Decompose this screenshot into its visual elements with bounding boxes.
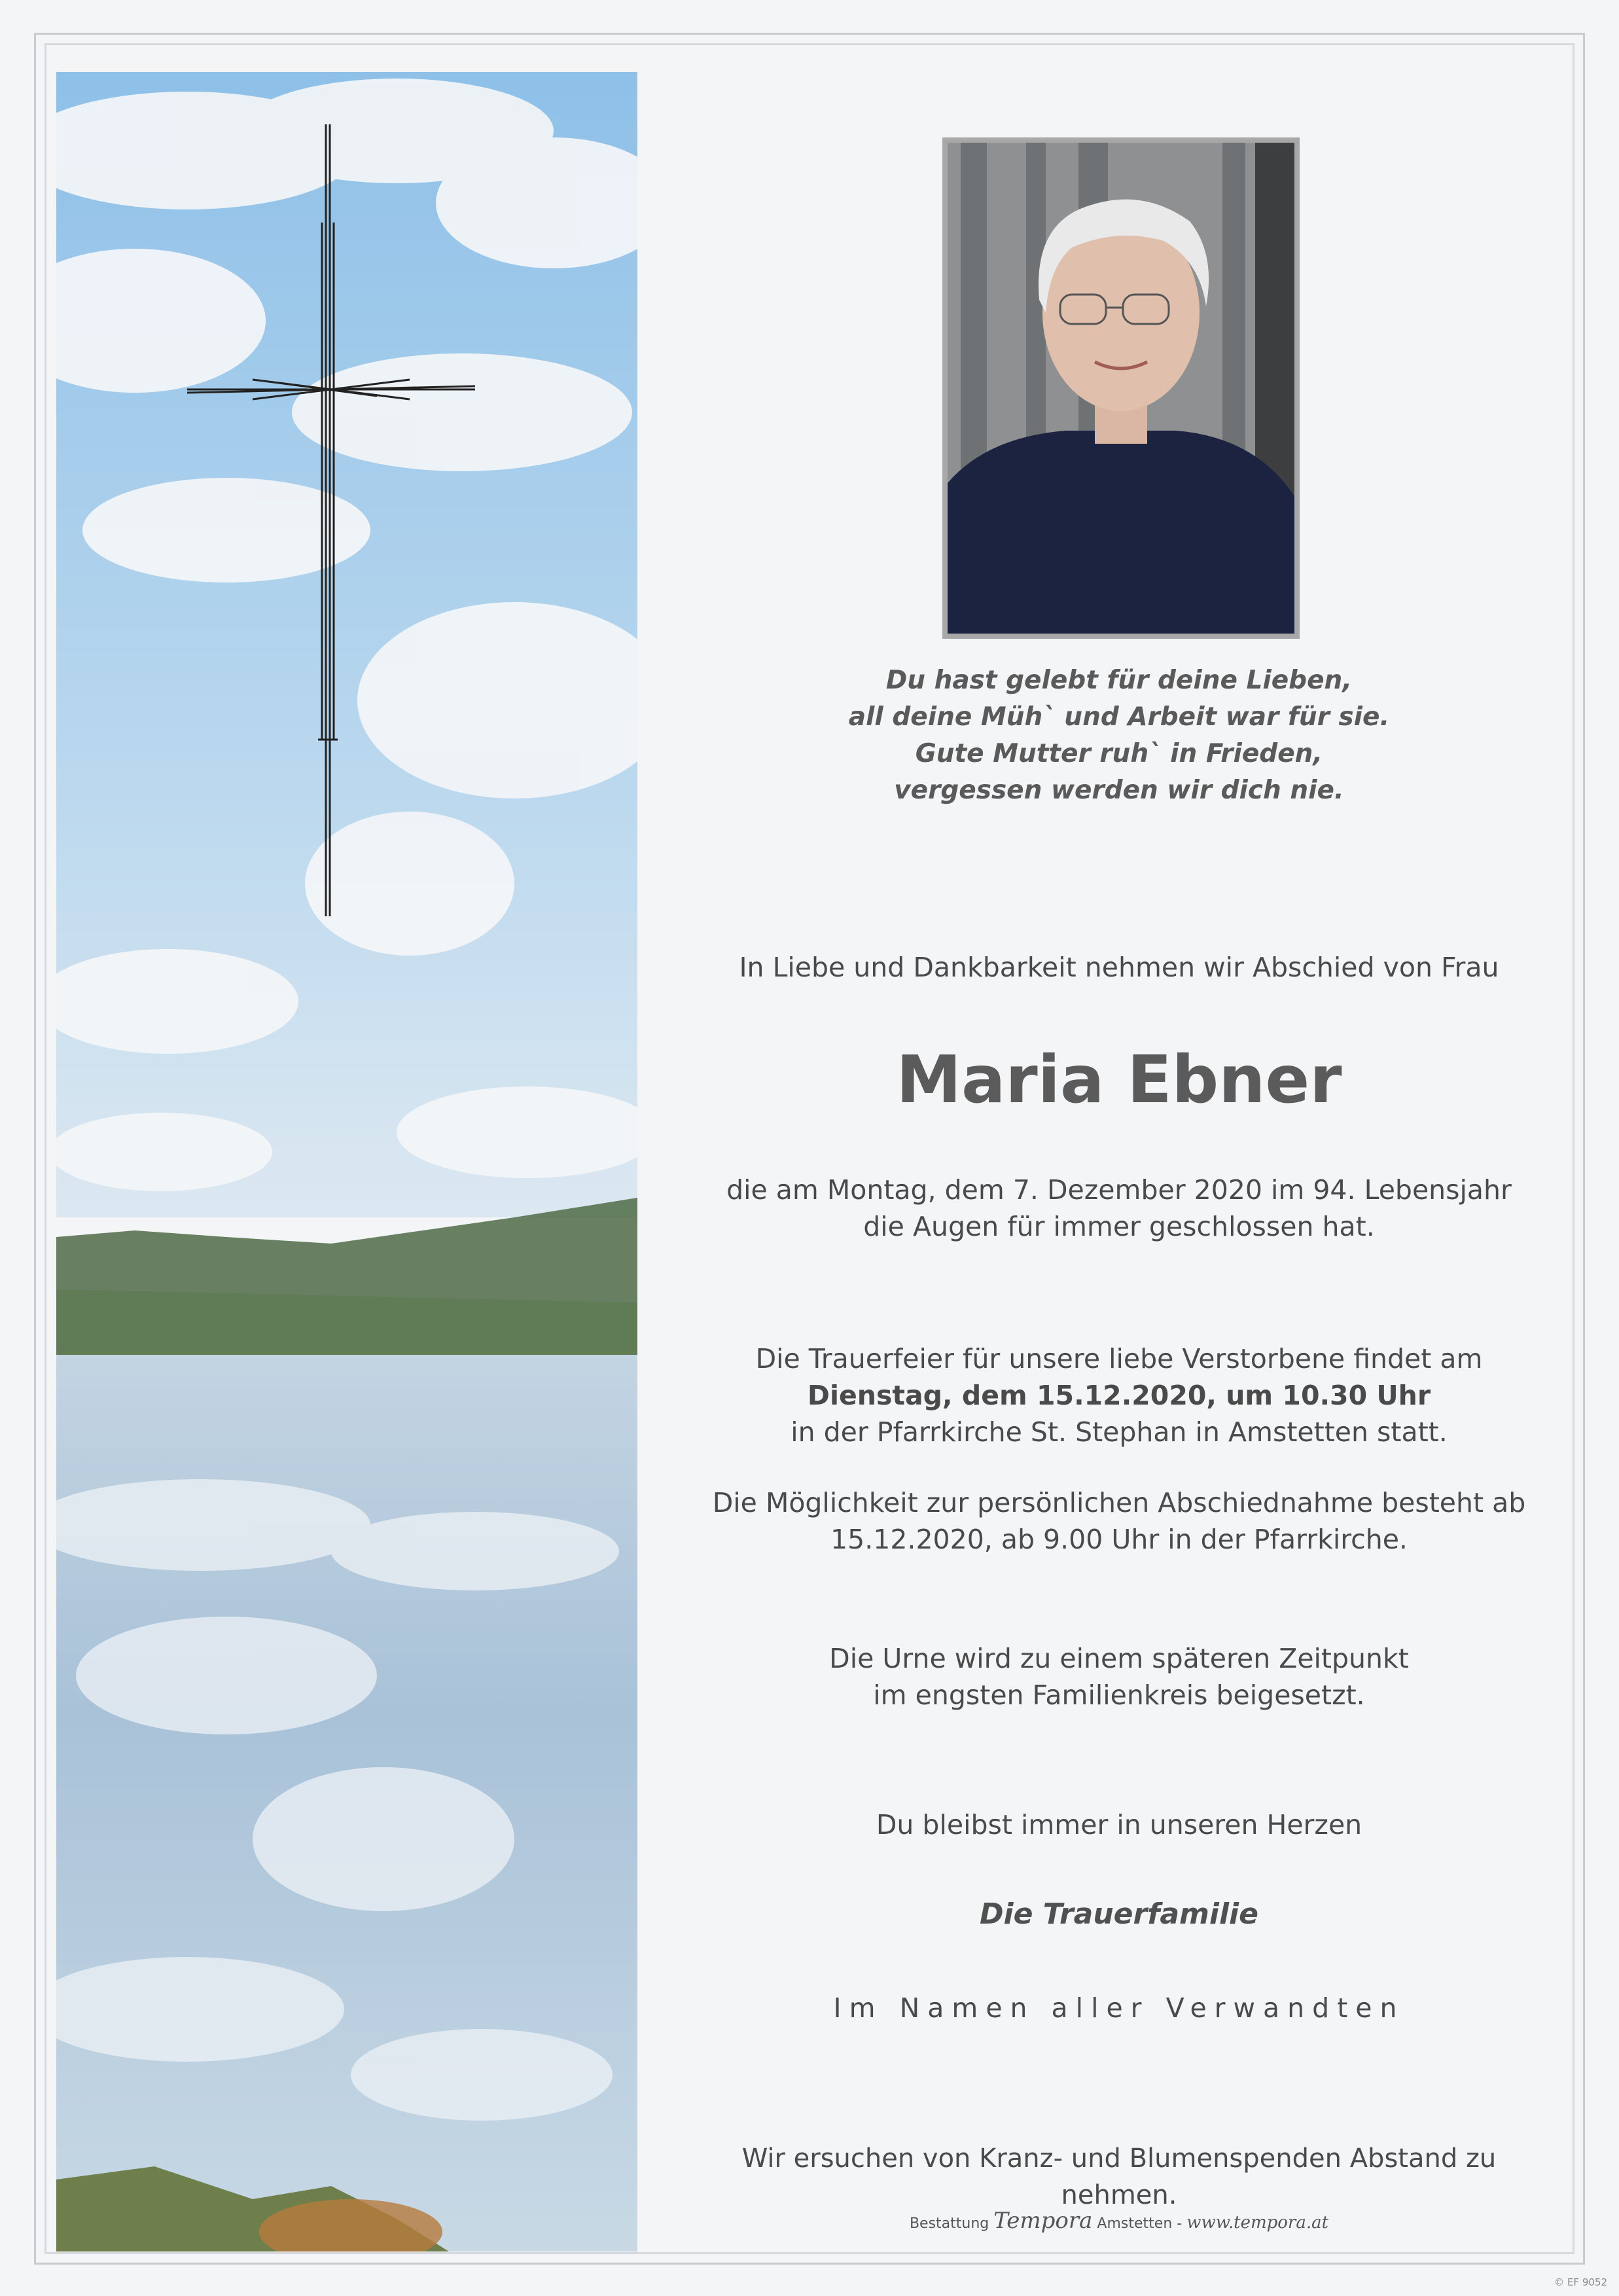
farewell-line: 15.12.2020, ab 9.00 Uhr in der Pfarrkirche. [830, 1524, 1408, 1555]
ceremony-date: Dienstag, dem 15.12.2020, um 10.30 Uhr [807, 1380, 1431, 1411]
death-notice-line: die am Montag, dem 7. Dezember 2020 im 94. Lebensjahr [726, 1174, 1512, 1206]
portrait-photo [942, 137, 1300, 639]
footer-brand: Tempora [993, 2208, 1093, 2234]
poem [681, 662, 1557, 809]
urn-line: Die Urne wird zu einem späteren Zeitpunkt [829, 1643, 1409, 1674]
ceremony-line: in der Pfarrkirche St. Stephan in Amstetten statt. [791, 1416, 1448, 1448]
footer-location: Amstetten - [1097, 2215, 1183, 2232]
family-signature: Die Trauerfamilie [980, 1897, 1258, 1931]
poem-line: vergessen werden wir dich nie. [894, 776, 1344, 805]
landscape-image [56, 72, 637, 2251]
farewell-notice [681, 1484, 1557, 1558]
footer [681, 2208, 1557, 2234]
poem-line: Gute Mutter ruh` in Frieden, [915, 739, 1323, 768]
death-notice-line: die Augen für immer geschlossen hat. [863, 1211, 1375, 1242]
urn-notice [681, 1640, 1557, 1713]
relatives-text: Im Namen aller Verwandten [833, 1992, 1405, 2024]
deceased-name: Maria Ebner [896, 1041, 1342, 1118]
footer-url: www.tempora.at [1186, 2213, 1329, 2233]
document-code: © EF 9052 [1554, 2276, 1607, 2288]
closing-text: Du bleibst immer in unseren Herzen [876, 1809, 1362, 1840]
poem-line: all deine Müh` und Arbeit war für sie. [848, 702, 1390, 732]
ceremony-line: Die Trauerfeier für unsere liebe Verstorbene findet am [755, 1343, 1483, 1374]
farewell-line: Die Möglichkeit zur persönlichen Abschiednahme besteht ab [712, 1487, 1526, 1518]
death-notice [681, 1172, 1557, 1245]
intro-text: In Liebe und Dankbarkeit nehmen wir Abschied von Frau [739, 952, 1499, 983]
urn-line: im engsten Familienkreis beigesetzt. [873, 1679, 1365, 1711]
footer-prefix: Bestattung [909, 2215, 989, 2232]
poem-line: Du hast gelebt für deine Lieben, [885, 666, 1353, 695]
ceremony-notice [681, 1340, 1557, 1450]
flower-request: Wir ersuchen von Kranz- und Blumenspenden Abstand zu nehmen. [741, 2144, 1497, 2210]
